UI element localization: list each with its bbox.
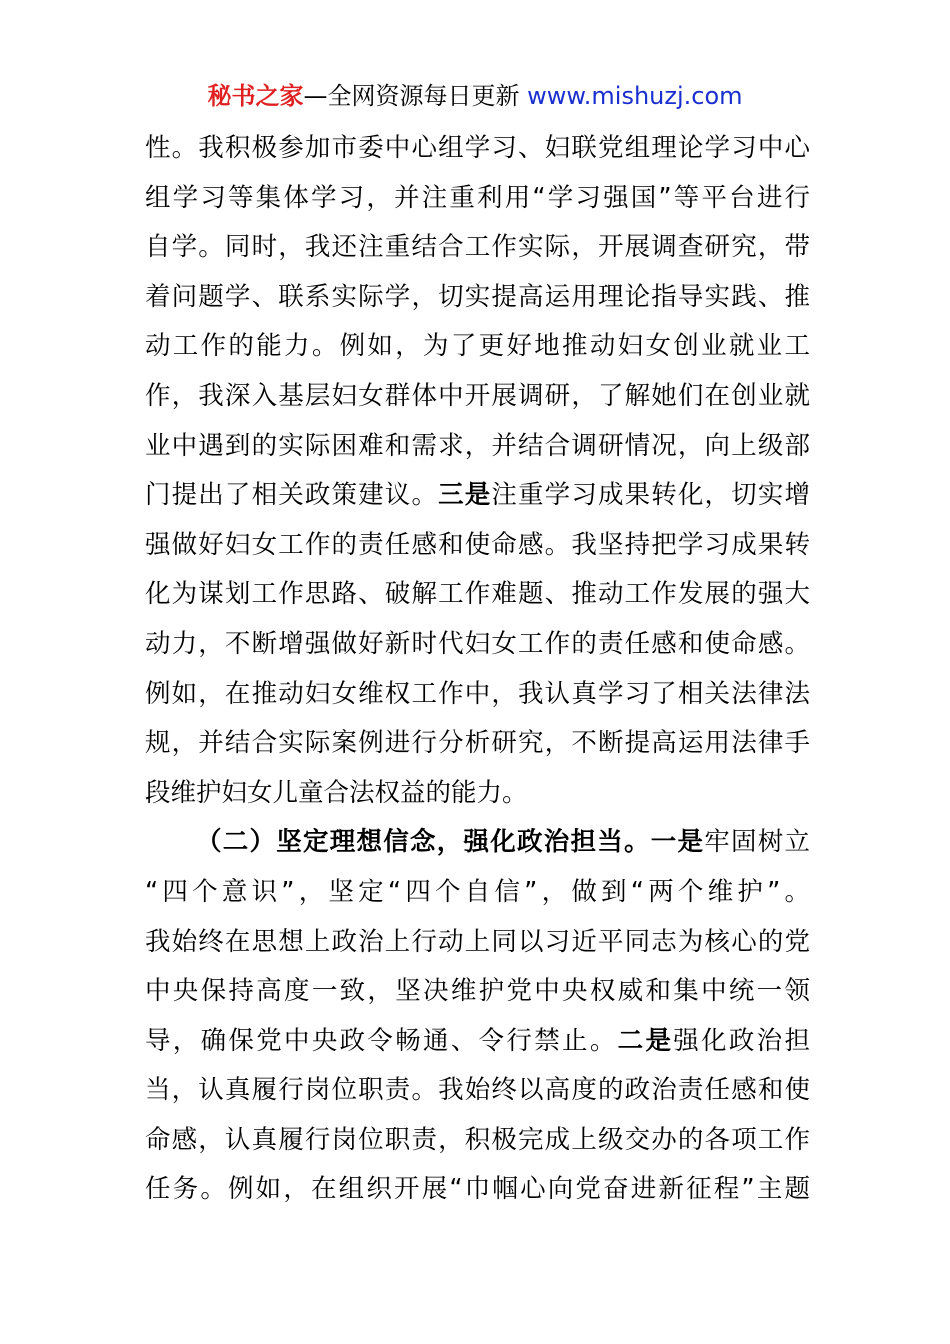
section-heading-line: （二）坚定理想信念，强化政治担当。一是牢固树立: [196, 827, 810, 858]
text-line: 强做好妇女工作的责任感和使命感。我坚持把学习成果转: [145, 529, 810, 560]
site-url[interactable]: www.mishuzj.com: [527, 82, 743, 110]
text-line: 规，并结合实际案例进行分析研究，不断提高运用法律手: [145, 728, 810, 759]
text-line: 门提出了相关政策建议。三是注重学习成果转化，切实增: [145, 480, 810, 511]
text-line: 命感，认真履行岗位职责，积极完成上级交办的各项工作: [145, 1124, 810, 1155]
text-line: 任务。例如，在组织开展“巾帼心向党奋进新征程”主题: [145, 1174, 810, 1205]
site-brand: 秘书之家: [207, 82, 304, 110]
text-line: 性。我积极参加市委中心组学习、妇联党组理论学习中心: [145, 133, 810, 163]
text-line: 中央保持高度一致，坚决维护党中央权威和集中统一领: [145, 976, 810, 1007]
text-line: 业中遇到的实际困难和需求，并结合调研情况，向上级部: [145, 430, 810, 461]
text-line: 动工作的能力。例如，为了更好地推动妇女创业就业工: [145, 331, 810, 362]
document-body: [145, 124, 810, 1215]
text-line: 自学。同时，我还注重结合工作实际，开展调查研究，带: [145, 232, 810, 263]
text-line: 例如，在推动妇女维权工作中，我认真学习了相关法律法: [145, 678, 810, 709]
bold-marker: 三是: [438, 480, 492, 511]
text-line: 当，认真履行岗位职责。我始终以高度的政治责任感和使: [145, 1075, 810, 1106]
text-line: 段维护妇女儿童合法权益的能力。: [145, 777, 528, 808]
text-line: 动力，不断增强做好新时代妇女工作的责任感和使命感。: [145, 628, 810, 659]
text-line: 化为谋划工作思路、破解工作难题、推动工作发展的强大: [145, 579, 810, 610]
site-header: [0, 78, 950, 114]
text-line: 着问题学、联系实际学，切实提高运用理论指导实践、推: [145, 281, 810, 312]
text-line: “四个意识”，坚定“四个自信”，做到“两个维护”。: [145, 876, 810, 907]
section-heading: （二）坚定理想信念，强化政治担当。一是: [196, 827, 705, 858]
text-line: 作，我深入基层妇女群体中开展调研，了解她们在创业就: [145, 380, 810, 411]
text-line: 我始终在思想上政治上行动上同以习近平同志为核心的党: [145, 926, 810, 957]
bold-marker: 二是: [617, 1025, 674, 1056]
site-tagline: —全网资源每日更新: [303, 82, 520, 110]
text-line: 组学习等集体学习，并注重利用“学习强国”等平台进行: [145, 182, 810, 213]
text-line: 导，确保党中央政令畅通、令行禁止。二是强化政治担: [145, 1025, 810, 1056]
